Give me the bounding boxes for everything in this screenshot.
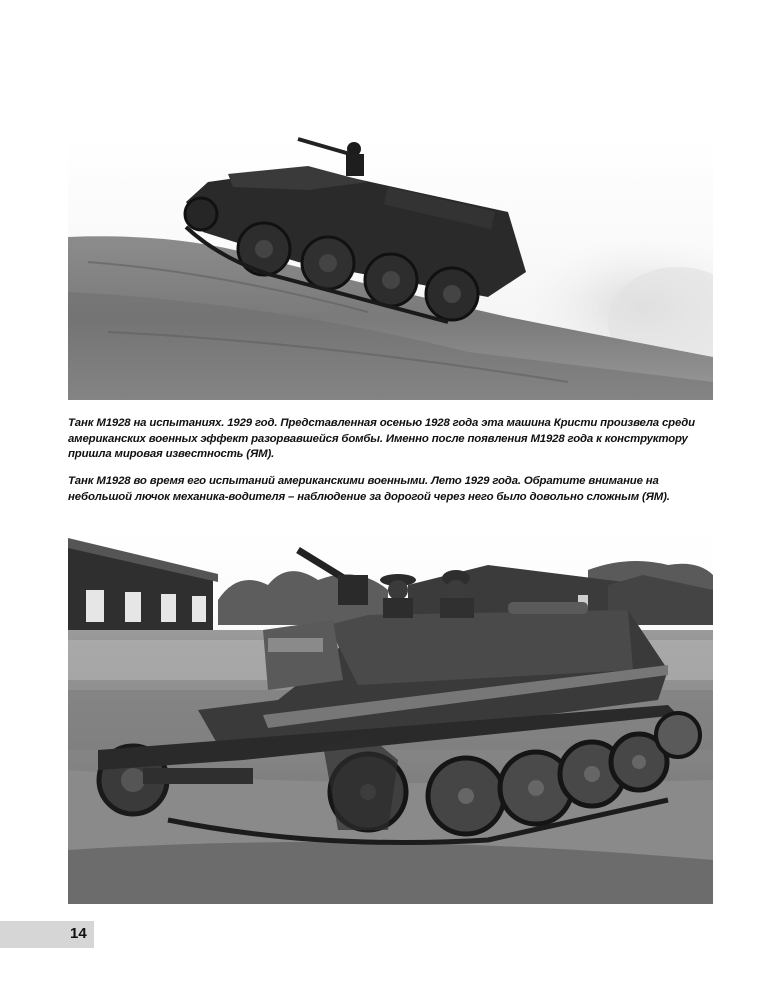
photo-caption-top: Танк M1928 на испытаниях. 1929 год. Представленная осенью 1928 года эта машина Кристи произвела среди американских военных эффект разорвавшейся бомбы. Именно после появления M1928 года к конструктору пришла мировая известность (ЯМ). bbox=[68, 417, 695, 461]
tank-on-slope-image bbox=[68, 132, 713, 400]
photo-tank-on-slope bbox=[68, 132, 713, 400]
tank-with-crew-image bbox=[68, 530, 713, 904]
photo-caption-bottom: Танк M1928 во время его испытаний американскими военными. Лето 1929 года. Обратите внимание на небольшой лючок механика-водителя – наблюдение за дорогой через него было довольно сложным (ЯМ). bbox=[68, 475, 670, 503]
page-number: 14 bbox=[70, 925, 87, 942]
photo-tank-with-crew bbox=[68, 530, 713, 904]
